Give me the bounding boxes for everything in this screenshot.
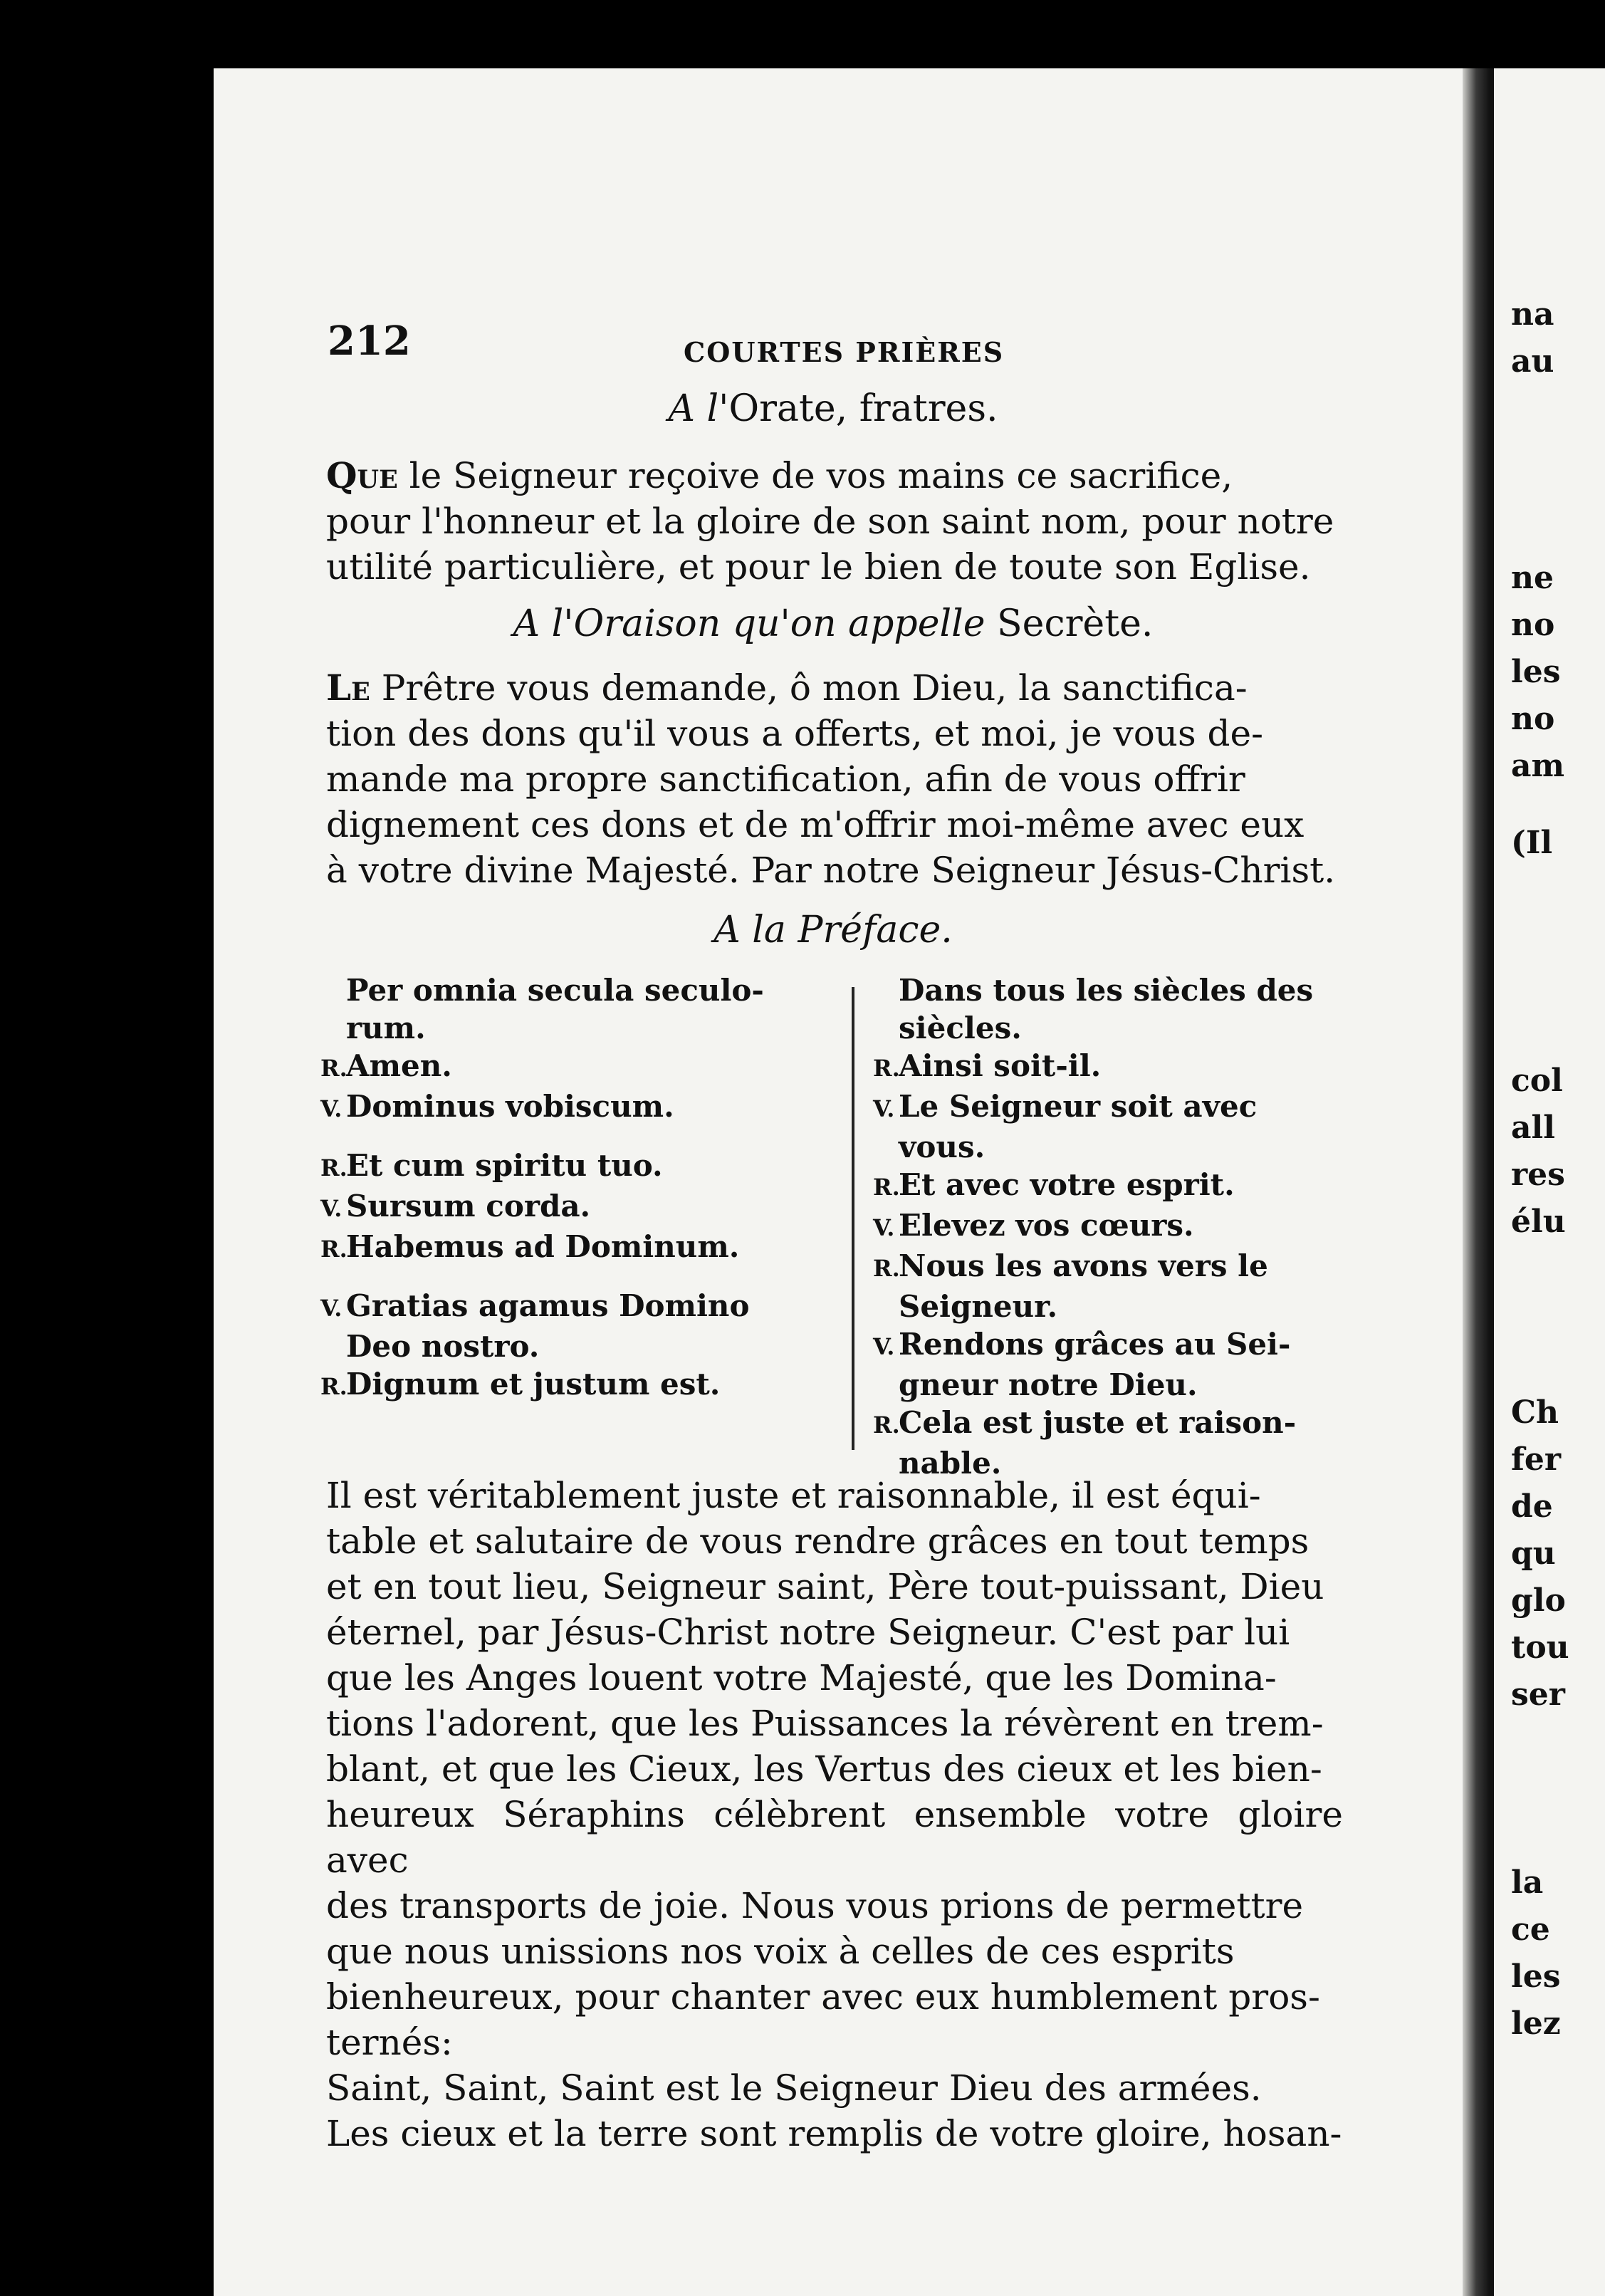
heading-italic: A la Préface. [713, 909, 953, 951]
dialogue-line: V. Dominus vobiscum. [320, 1089, 674, 1124]
preface-line: ternés: [326, 2022, 453, 2063]
facing-page-fragment: no [1511, 701, 1555, 737]
preface-line: Saint, Saint, Saint est le Seigneur Dieu des armées. [326, 2067, 1262, 2109]
facing-page-fragment: na [1511, 296, 1554, 333]
facing-page-fragment: no [1511, 607, 1555, 643]
facing-page [1490, 68, 1605, 2296]
dialogue-line: Dans tous les siècles des [899, 973, 1314, 1008]
dialogue-line: nable. [899, 1446, 1002, 1481]
facing-page-fragment: qu [1511, 1535, 1556, 1572]
heading-italic: A l'Oraison qu'on appelle [513, 602, 986, 645]
page-number: 212 [328, 318, 411, 365]
facing-page-fragment: fer [1511, 1441, 1562, 1478]
secrete-line: tion des dons qu'il vous a offerts, et moi, je vous de- [326, 713, 1264, 754]
preface-line: Les cieux et la terre sont remplis de votre gloire, hosan- [326, 2113, 1342, 2154]
heading-rest: Orate, fratres. [728, 387, 998, 430]
heading-italic: A l' [668, 387, 729, 430]
dialogue-line: rum. [346, 1011, 426, 1045]
secrete-paragraph [326, 665, 1343, 893]
preface-line: bienheureux, pour chanter avec eux humblement pros- [326, 1976, 1320, 2018]
facing-page-fragment: all [1511, 1110, 1555, 1146]
running-title: COURTES PRIÈRES [684, 336, 1005, 368]
book-page [214, 68, 1463, 2296]
dialogue-line: V. Gratias agamus Domino [320, 1288, 750, 1323]
dialogue-line: V. Sursum corda. [320, 1189, 591, 1223]
facing-page-fragment: res [1511, 1157, 1565, 1193]
preface-line: des transports de joie. Nous vous prions de permettre [326, 1885, 1304, 1926]
facing-page-fragment: de [1511, 1488, 1553, 1525]
secrete-line: dignement ces dons et de m'offrir moi-même avec eux [326, 804, 1305, 845]
latin-column [320, 971, 819, 1406]
facing-page-fragment: les [1511, 1958, 1561, 1995]
french-column [873, 971, 1353, 1482]
preface-line: Il est véritablement juste et raisonnable, il est équi- [326, 1475, 1261, 1516]
dialogue-line: R.Et cum spiritu tuo. [320, 1148, 663, 1183]
facing-page-fragment: ce [1511, 1911, 1550, 1948]
orate-line: le Seigneur reçoive de vos mains ce sacrifice, [409, 455, 1233, 496]
dialogue-line: siècles. [899, 1011, 1022, 1045]
dialogue-line: V. Elevez vos cœurs. [873, 1208, 1194, 1243]
facing-page-fragment: glo [1511, 1582, 1566, 1619]
facing-page-fragment: au [1511, 343, 1554, 380]
heading-rest: Secrète. [997, 602, 1154, 645]
drop-cap: Le [326, 667, 370, 709]
dialogue-line: R.Dignum et justum est. [320, 1367, 721, 1402]
facing-page-fragment: les [1511, 654, 1561, 690]
preface-line: éternel, par Jésus-Christ notre Seigneur. C'est par lui [326, 1612, 1290, 1653]
preface-line: heureux Séraphins célèbrent ensemble votre gloire avec [326, 1794, 1343, 1881]
section-heading-orate [328, 387, 1339, 430]
orate-line: pour l'honneur et la gloire de son saint nom, pour notre [326, 501, 1334, 542]
dialogue-line: R.Cela est juste et raison- [873, 1405, 1297, 1440]
preface-line: que nous unissions nos voix à celles de ces esprits [326, 1931, 1235, 1972]
facing-page-fragment: ne [1511, 560, 1554, 596]
dialogue-line: Seigneur. [899, 1289, 1058, 1324]
dialogue-line: gneur notre Dieu. [899, 1367, 1198, 1402]
orate-paragraph [326, 453, 1343, 590]
facing-page-fragment: col [1511, 1063, 1563, 1099]
preface-line: et en tout lieu, Seigneur saint, Père tout-puissant, Dieu [326, 1566, 1324, 1607]
facing-page-fragment: tou [1511, 1629, 1569, 1666]
dialogue-columns [318, 971, 1350, 1481]
preface-line: que les Anges louent votre Majesté, que les Domina- [326, 1657, 1277, 1698]
facing-page-fragment: la [1511, 1864, 1544, 1901]
column-divider [852, 987, 854, 1450]
preface-line: tions l'adorent, que les Puissances la révèrent en trem- [326, 1703, 1324, 1744]
book-gutter [1463, 68, 1490, 2296]
dialogue-line: Per omnia secula seculo- [346, 973, 764, 1008]
orate-line: utilité particulière, et pour le bien de toute son Eglise. [326, 546, 1311, 588]
section-heading-preface [328, 909, 1339, 951]
dialogue-line: R.Habemus ad Dominum. [320, 1229, 740, 1264]
facing-page-fragment: (Il [1511, 825, 1553, 861]
facing-page-fragment: lez [1511, 2005, 1561, 2042]
secrete-line: à votre divine Majesté. Par notre Seigneur Jésus-Christ. [326, 850, 1336, 891]
dialogue-line: V. Le Seigneur soit avec [873, 1089, 1258, 1124]
drop-cap: Que [326, 454, 398, 496]
facing-page-fragment: ser [1511, 1676, 1565, 1713]
secrete-line: mande ma propre sanctification, afin de vous offrir [326, 758, 1245, 800]
dialogue-line: R.Amen. [320, 1048, 452, 1083]
dialogue-line: R.Ainsi soit-il. [873, 1048, 1102, 1083]
facing-page-fragment: am [1511, 748, 1565, 784]
dialogue-line: vous. [899, 1129, 986, 1164]
preface-line: table et salutaire de vous rendre grâces en tout temps [326, 1520, 1309, 1562]
dialogue-line: V. Rendons grâces au Sei- [873, 1327, 1291, 1362]
secrete-line: Prêtre vous demande, ô mon Dieu, la sanctifica- [381, 667, 1248, 709]
dialogue-line: R.Et avec votre esprit. [873, 1167, 1235, 1202]
preface-line: blant, et que les Cieux, les Vertus des cieux et les bien- [326, 1748, 1322, 1790]
dialogue-line: R.Nous les avons vers le [873, 1248, 1268, 1283]
section-heading-secrete [328, 602, 1339, 645]
preface-paragraph [326, 1473, 1343, 2156]
facing-page-fragment: Ch [1511, 1394, 1559, 1431]
dialogue-line: Deo nostro. [346, 1329, 540, 1364]
facing-page-fragment: élu [1511, 1204, 1566, 1240]
